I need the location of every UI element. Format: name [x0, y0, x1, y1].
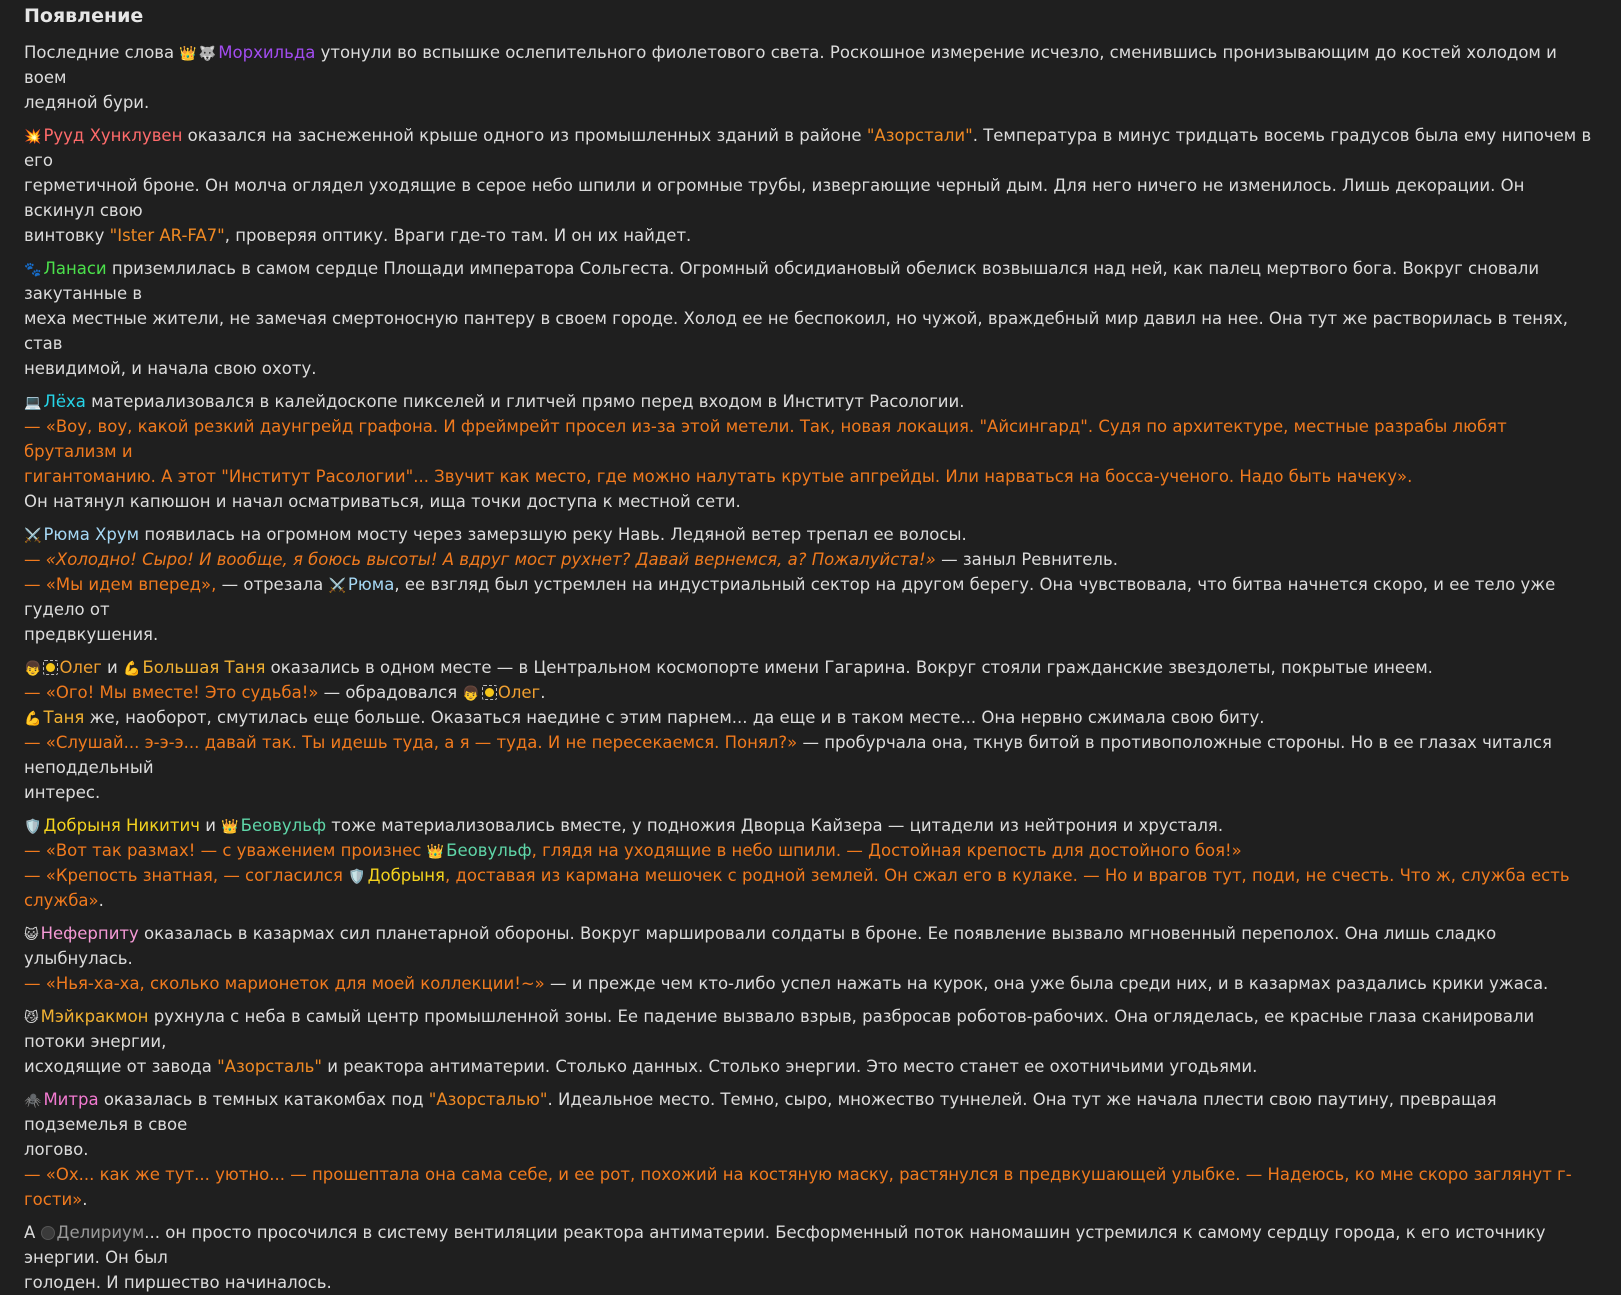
- dialogue-line: гигантоманию. А этот "Институт Расологии"... Звучит как место, где можно налутать крутые апгрейды. Или нарваться на босса-ученого. Надо быть начеку».: [24, 467, 1413, 486]
- paragraph-leha: [24, 389, 1597, 514]
- dialogue-dash: —: [24, 683, 46, 702]
- text: А: [24, 1223, 41, 1242]
- character-name-tanya: Большая Таня: [142, 658, 266, 677]
- text: — отрезала: [216, 575, 329, 594]
- text: .: [540, 683, 546, 702]
- text: — заныл Ревнитель.: [935, 550, 1118, 569]
- character-name-morhilda: Морхильда: [218, 43, 316, 62]
- shield-icon: 🛡️: [348, 869, 366, 885]
- character-name-tanya: Таня: [43, 708, 85, 727]
- character-name-lanasi: Ланаси: [43, 259, 107, 278]
- dialogue-line: — «Ох... как же тут... уютно... — прошептала она сама себе, и ее рот, похожий на костяную маску, растянулся в предвкушающей улыбке. — Надеюсь, ко мне скоро заглянут г-гости»: [24, 1165, 1572, 1209]
- dialogue-line: «Ого! Мы вместе! Это судьба!»: [45, 683, 319, 702]
- dialogue-dash: —: [24, 550, 46, 569]
- placeholder-box-icon: [43, 660, 58, 675]
- character-name-ruud: Рууд Хунклувен: [43, 126, 183, 145]
- text: , проверяя оптику. Враги где-то там. И он их найдет.: [224, 226, 692, 245]
- text: . Температура в минус тридцать восемь градусов была ему нипочем в его: [24, 126, 1592, 170]
- character-name-meikrakmon: Мэйкракмон: [40, 1007, 149, 1026]
- spider-icon: 🕷️: [24, 1093, 42, 1109]
- dark-circle-icon: [41, 1226, 55, 1240]
- character-name-delirium: Делириум: [56, 1223, 145, 1242]
- text: интерес.: [24, 783, 101, 802]
- place-name: "Азорстали": [866, 126, 973, 145]
- paw-icon: 🐾: [24, 262, 42, 278]
- text: — и прежде чем кто-либо успел нажать на курок, она уже была среди них, и в казармах раздались крики ужаса.: [544, 974, 1549, 993]
- placeholder-box-icon: [482, 685, 497, 700]
- crossed-swords-icon: ⚔️: [328, 578, 346, 594]
- cat-face-icon: 😺: [24, 927, 39, 943]
- character-name-neferpitou: Неферпиту: [40, 924, 139, 943]
- character-name-dobrynya: Добрыня: [367, 866, 445, 885]
- paragraph-lanasi: [24, 256, 1597, 381]
- text: — обрадовался: [318, 683, 463, 702]
- text: .: [98, 891, 104, 910]
- dialogue-line: «Холодно! Сыро! И вообще, я боюсь высоты! А вдруг мост рухнет? Давай вернемся, а? Пожалуйста!»: [45, 550, 936, 569]
- text: утонули во вспышке ослепительного фиолетового света. Роскошное измерение исчезло, сменившись пронизывающим до костей холодом и воем: [24, 43, 1557, 87]
- text: же, наоборот, смутилась еще больше. Оказаться наедине с этим парнем... да еще и в таком месте... Она нервно сжимала свою биту.: [84, 708, 1265, 727]
- paragraph-delirium: [24, 1220, 1597, 1295]
- text: появилась на огромном мосту через замерзшую реку Навь. Ледяной ветер трепал ее волосы.: [139, 525, 967, 544]
- text: логово.: [24, 1140, 89, 1159]
- text: винтовку: [24, 226, 110, 245]
- crown-icon: 👑: [221, 819, 239, 835]
- text: — пробурчала она, ткнув битой в противоположные стороны. Но в ее глазах читался неподдельный: [24, 733, 1552, 777]
- text: приземлилась в самом сердце Площади императора Сольгеста. Огромный обсидиановый обелиск возвышался над ней, как палец мертвого бога. Вокруг сновали закутанные в: [24, 259, 1540, 303]
- text: и реактора антиматерии. Столько данных. Столько энергии. Это место станет ее охотничьими угодьями.: [321, 1057, 1258, 1076]
- dialogue-line: «Мы идем вперед»,: [45, 575, 217, 594]
- paragraph-dobrynya-beowulf: [24, 813, 1597, 913]
- dialogue-line: — «Нья-ха-ха, сколько марионеток для моей коллекции!~»: [24, 974, 545, 993]
- shield-icon: 🛡️: [24, 819, 42, 835]
- text: . Идеальное место. Темно, сыро, множество туннелей. Она тут же начала плести свою паутину, превращая подземелья в свое: [24, 1090, 1497, 1134]
- paragraph-mitra: [24, 1087, 1597, 1212]
- dialogue-line: — «Вот так размах! — с уважением произнес: [24, 841, 427, 860]
- text: ледяной бури.: [24, 93, 150, 112]
- text: Он натянул капюшон и начал осматриваться, ища точки доступа к местной сети.: [24, 492, 741, 511]
- place-name: "Азорсталью": [428, 1090, 548, 1109]
- rifle-name: "Ister AR-FA7": [109, 226, 225, 245]
- character-name-mitra: Митра: [43, 1090, 99, 1109]
- crown-icon: 👑: [426, 844, 445, 860]
- paragraph-ruud: [24, 123, 1597, 248]
- text: оказался на заснеженной крыше одного из промышленных зданий в районе: [182, 126, 867, 145]
- text: рухнула с неба в самый центр промышленной зоны. Ее падение вызвало взрыв, разбросав роботов-рабочих. Она огляделась, ее красные глаза сканировали потоки энергии,: [24, 1007, 1535, 1051]
- paragraph-morhilda: [24, 40, 1597, 115]
- boy-icon: 👦: [24, 661, 42, 677]
- text: оказалась в темных катакомбах под: [98, 1090, 429, 1109]
- paragraph-neferpitou: [24, 921, 1597, 996]
- text: герметичной броне. Он молча оглядел уходящие в серое небо шпили и огромные трубы, извергающие черный дым. Для него ничего не изменилось. Лишь декорации. Он вскинул свою: [24, 176, 1525, 220]
- paragraph-ryuma: [24, 522, 1597, 647]
- flexed-arm-icon: 💪: [24, 711, 42, 727]
- dialogue-line: , глядя на уходящие в небо шпили. — Достойная крепость для достойного боя!»: [531, 841, 1242, 860]
- text: и: [199, 816, 222, 835]
- text: , ее взгляд был устремлен на индустриальный сектор на другом берегу. Она чувствовала, что битва начнется скоро, и ее тело уже гудело от: [24, 575, 1556, 619]
- paragraph-meikrakmon: [24, 1004, 1597, 1079]
- text: .: [82, 1190, 88, 1209]
- dialogue-dash: —: [24, 575, 46, 594]
- character-name-beowulf: Беовульф: [240, 816, 327, 835]
- wolf-icon: 🐺: [198, 46, 217, 62]
- text: Последние слова: [24, 43, 180, 62]
- text: тоже материализовались вместе, у подножия Дворца Кайзера — цитадели из нейтрония и хрусталя.: [326, 816, 1224, 835]
- text: ... он просто просочился в систему вентиляции реактора антиматерии. Бесформенный поток наномашин устремился к самому сердцу города, к его источнику энергии. Он был: [24, 1223, 1546, 1267]
- place-name: "Азорсталь": [217, 1057, 322, 1076]
- text: и: [101, 658, 124, 677]
- text: материализовался в калейдоскопе пикселей и глитчей прямо перед входом в Институт Расологии.: [85, 392, 965, 411]
- character-name-oleg: Олег: [497, 683, 541, 702]
- text: меха местные жители, не замечая смертоносную пантеру в своем городе. Холод ее не беспокоил, но чужой, враждебный мир давил на нее. Она тут же растворилась в тенях, став: [24, 309, 1568, 353]
- character-name-leha: Лёха: [43, 392, 86, 411]
- dialogue-line: , доставая из кармана мешочек с родной землей. Он сжал его в кулаке. — Но и врагов тут, поди, не счесть. Что ж, служба есть служба»: [24, 866, 1570, 910]
- character-name-ryuma: Рюма Хрум: [43, 525, 140, 544]
- character-name-dobrynya: Добрыня Никитич: [43, 816, 200, 835]
- section-title: Появление: [24, 5, 144, 27]
- flexed-arm-icon: 💪: [123, 661, 141, 677]
- crossed-swords-icon: ⚔️: [24, 528, 42, 544]
- text: исходящие от завода: [24, 1057, 218, 1076]
- dialogue-dash: —: [24, 733, 46, 752]
- text: оказались в одном месте — в Центральном космопорте имени Гагарина. Вокруг стояли гражданские звездолеты, покрытые инеем.: [265, 658, 1433, 677]
- dialogue-line: «Слушай... э-э-э... давай так. Ты идешь туда, а я — туда. И не пересекаемся. Понял?»: [45, 733, 798, 752]
- text: оказалась в казармах сил планетарной обороны. Вокруг маршировали солдаты в броне. Ее появление вызвало мгновенный переполох. Она лишь сладко улыбнулась.: [24, 924, 1497, 968]
- explosion-icon: 💥: [24, 129, 42, 145]
- text: предвкушения.: [24, 625, 159, 644]
- smirking-cat-icon: 😼: [24, 1010, 39, 1026]
- dialogue-line: — «Крепость знатная, — согласился: [24, 866, 349, 885]
- boy-icon: 👦: [462, 686, 480, 702]
- text: голоден. И пиршество начиналось.: [24, 1273, 332, 1292]
- character-name-oleg: Олег: [59, 658, 102, 677]
- text: невидимой, и начала свою охоту.: [24, 359, 317, 378]
- paragraph-oleg-tanya: [24, 655, 1597, 805]
- crown-icon: 👑: [179, 46, 197, 62]
- dialogue-line: — «Воу, воу, какой резкий даунгрейд графона. И фреймрейт просел из-за этой метели. Так, новая локация. "Айсингард". Судя по архитектуре, местные разрабы любят брутализм и: [24, 417, 1507, 461]
- character-name-beowulf: Беовульф: [446, 841, 532, 860]
- laptop-icon: 💻: [24, 395, 42, 411]
- character-name-ryuma: Рюма: [347, 575, 395, 594]
